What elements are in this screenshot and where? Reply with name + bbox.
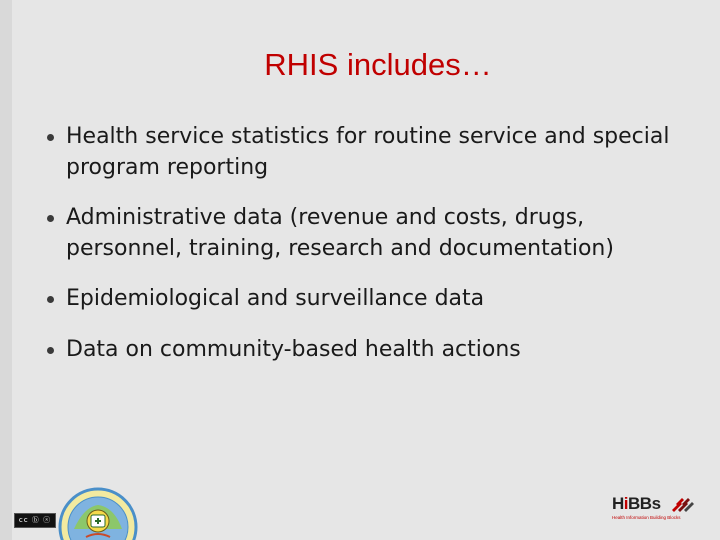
bullet-list — [42, 122, 682, 385]
bullet-text: Data on community-based health actions — [66, 336, 521, 362]
slide-title: RHIS includes… — [264, 47, 492, 82]
hibbs-tagline: Health Information Building Blocks — [612, 515, 681, 520]
bullet-dot-icon — [47, 215, 54, 222]
creative-commons-license-icon[interactable]: cc ⓑ ⓢ — [14, 513, 56, 528]
building-blocks-icon — [670, 496, 694, 512]
hibbs-wordmark: HiBBs — [612, 494, 661, 513]
bullet-item — [42, 203, 682, 264]
bullet-dot-icon — [47, 347, 54, 354]
bullet-text: Health service statistics for routine service and special program reporting — [66, 124, 670, 180]
bullet-dot-icon — [47, 134, 54, 141]
organization-seal-logo — [58, 485, 138, 540]
bullet-text: Administrative data (revenue and costs, drugs, personnel, training, research and documentation) — [66, 205, 614, 261]
bullet-item — [42, 122, 682, 183]
bullet-dot-icon — [47, 296, 54, 303]
bullet-text: Epidemiological and surveillance data — [66, 286, 485, 311]
hibbs-logo — [612, 494, 696, 526]
bullet-item — [42, 335, 682, 366]
bullet-item — [42, 284, 682, 315]
